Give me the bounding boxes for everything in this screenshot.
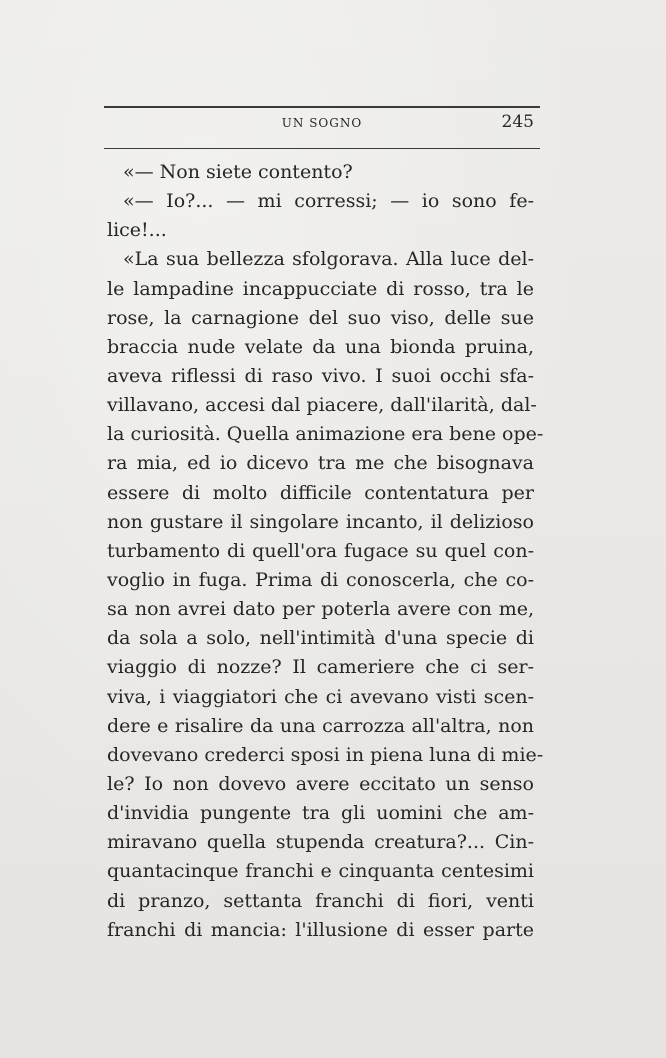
text-line: quantacinque franchi e cinquanta centesimi	[107, 860, 534, 883]
text-line: viva, i viaggiatori che ci avevano visti scen-	[107, 685, 534, 708]
header-rule-top	[104, 106, 540, 108]
text-line: da sola a solo, nell'intimità d'una specie di	[107, 627, 534, 650]
text-line: le? Io non dovevo avere eccitato un senso	[107, 772, 534, 795]
text-line: rose, la carnagione del suo viso, delle sue	[107, 306, 534, 329]
text-line: d'invidia pungente tra gli uomini che am-	[107, 802, 534, 825]
running-title: UN SOGNO	[281, 116, 363, 130]
page-number: 245	[501, 112, 534, 132]
text-line: dovevano crederci sposi in piena luna di mie-	[107, 743, 544, 766]
text-line: ra mia, ed io dicevo tra me che bisognava	[107, 452, 534, 475]
text-line: la curiosità. Quella animazione era bene ope-	[107, 423, 544, 446]
text-line: lice!...	[107, 219, 167, 242]
text-line: villavano, accesi dal piacere, dall'ilarità, dal-	[107, 394, 537, 417]
text-line: voglio in fuga. Prima di conoscerla, che co-	[107, 568, 534, 591]
text-line: miravano quella stupenda creatura?... Cin-	[107, 831, 534, 854]
text-line: franchi di mancia: l'illusione di esser parte	[107, 918, 534, 941]
text-line: viaggio di nozze? Il cameriere che ci ser-	[107, 656, 534, 679]
text-line: non gustare il singolare incanto, il delizioso	[107, 510, 534, 533]
text-line: le lampadine incappucciate di rosso, tra le	[107, 277, 534, 300]
text-line: essere di molto difficile contentatura per	[107, 481, 534, 504]
text-line: «— Io?... — mi corressi; — io sono fe-	[123, 190, 534, 213]
text-line: «La sua bellezza sfolgorava. Alla luce del-	[123, 248, 534, 271]
text-line: aveva riflessi di raso vivo. I suoi occhi sfa-	[107, 364, 534, 387]
text-line: «— Non siete contento?	[123, 161, 353, 183]
text-line: turbamento di quell'ora fugace su quel con-	[107, 539, 534, 562]
text-line: di pranzo, settanta franchi di fiori, venti	[107, 889, 534, 912]
text-line: braccia nude velate da una bionda pruina,	[107, 335, 534, 358]
header-rule-bottom	[104, 148, 540, 149]
body-text	[107, 158, 544, 945]
text-line: sa non avrei dato per poterla avere con me,	[107, 598, 534, 621]
text-line: dere e risalire da una carrozza all'altra, non	[107, 714, 534, 737]
